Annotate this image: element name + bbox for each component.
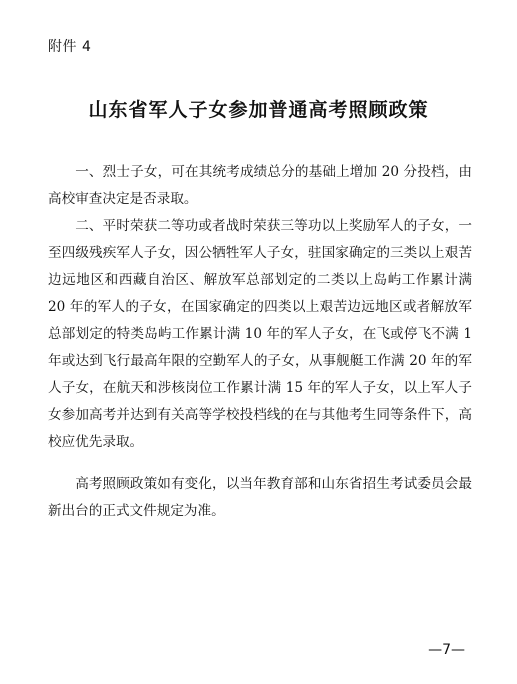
page-number: —7— xyxy=(428,642,465,658)
attachment-label: 附件 4 xyxy=(48,39,92,55)
document-body xyxy=(48,159,472,525)
document-title: 山东省军人子女参加普通高考照顾政策 xyxy=(88,99,429,121)
paragraph-policy-change-note: 高考照顾政策如有变化，以当年教育部和山东省招生考试委员会最新出台的正式文件规定为准。 xyxy=(48,476,472,519)
paragraph-military-children-priority: 二、平时荣获二等功或者战时荣获三等功以上奖励军人的子女，一至四级残疾军人子女，因公牺牲军人子女，驻国家确定的三类以上艰苦边远地区和西藏自治区、解放军总部划定的二类以上岛屿工作累计满 20 年的军人的子女，在国家确定的四类以上艰苦边远地区或者解放军总部划定的特类岛屿工作累计满 10 年的军人子女，在飞或停飞不满 1 年或达到飞行最高年限的空勤军人的子女，从事舰艇工作满 20 年的军人子女，在航天和涉核岗位工作累计满 15 年的军人子女，以上军人子女参加高考并达到有关高等学校投档线的在与其他考生同等条件下，高校应优先录取。 xyxy=(48,218,472,450)
paragraph-martyr-children: 一、烈士子女，可在其统考成绩总分的基础上增加 20 分投档，由高校审查决定是否录取。 xyxy=(48,164,472,207)
